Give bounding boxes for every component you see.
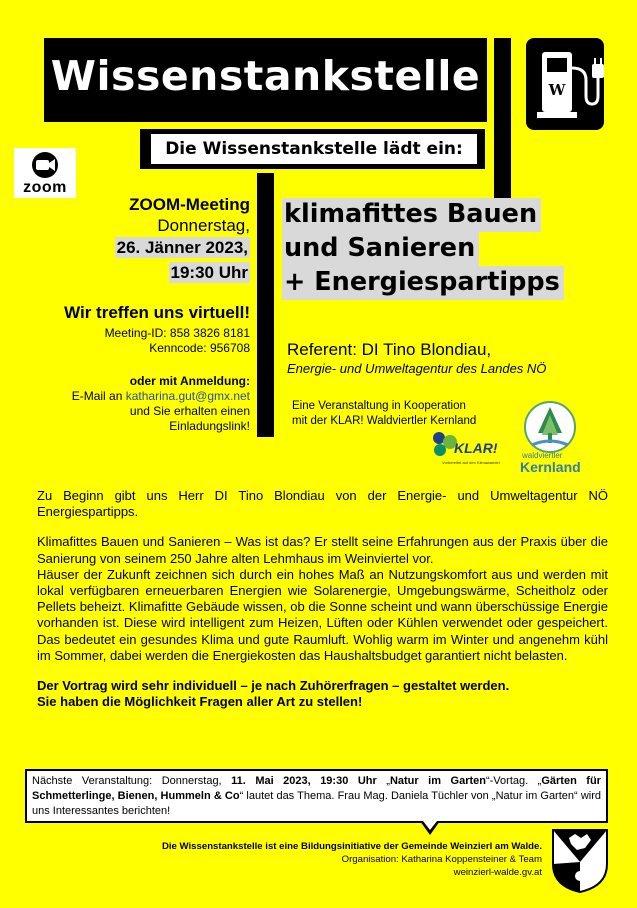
next-rest: “ lautet das Thema. Frau Mag. Daniela Tüchler von „Natur im Garten“ wird uns Interessantes berichten! [32,790,601,817]
registration-title: oder mit Anmeldung: [129,374,250,388]
event-title-line-2: und Sanieren [282,232,479,266]
meeting-info [14,194,250,286]
meeting-passcode: Kenncode: 956708 [149,341,250,355]
fuel-pump-w-icon [526,38,604,130]
title-banner [44,38,487,122]
cooperation-line-1: Eine Veranstaltung in Kooperation [292,400,466,412]
event-title [282,198,612,300]
meeting-date: 26. Jänner 2023, [116,238,248,257]
email-suffix-1: und Sie erhalten einen [129,404,250,418]
zoom-label: zoom [23,179,67,196]
bold-line-1: Der Vortrag wird sehr individuell – je nach Zuhörerfragen – gestaltet werden. [37,678,510,694]
next-topic: Natur im Garten [389,775,486,787]
meeting-id: Meeting-ID: 858 3826 8181 [104,326,250,340]
klar-subtitle: Vorbereitet auf den Klimawandel [442,460,500,465]
kernland-label: Kernland [520,459,581,475]
event-title-line-3: + Energiespartipps [282,266,564,300]
meeting-credentials [14,326,250,356]
footer-line-3[interactable]: weinzierl-walde.gv.at [453,867,542,878]
meeting-day: Donnerstag, [157,216,250,235]
subtitle-banner [140,129,485,169]
speaker-affiliation: Energie- und Umweltagentur des Landes NÖ [287,361,547,376]
zoom-camera-icon [14,148,76,198]
meeting-time: 19:30 Uhr [170,263,248,282]
page-title: Wissenstankstelle [50,52,481,100]
meeting-title: ZOOM-Meeting [129,195,250,214]
kernland-logo [518,399,582,475]
next-prefix: Nächste Veranstaltung: Donnerstag, [32,775,232,787]
vertical-divider-2 [257,173,274,437]
paragraph-3: Häuser der Zukunft zeichnen sich durch ein hohes Maß an Nutzungskomfort aus und werden mit lokal verfügbaren erneuerbaren Energien wie Solarenergie, Umgebungswärme, Scheitholz oder Pellets beheizt. Klimafitte Gebäude wissen, ob die Sonne scheint und wann überschüssige Energie vorhanden ist. Diese wird intelligent zum Heizen, Lüften oder Kühlen verwendet oder gespeichert. Das bedeutet ein gesundes Klima und gute Raumluft. Wohlig warm im Winter und angenehm kühl im Sommer, dabei werden die Energiekosten das Haushaltsbudget garantiert nicht belasten. [37,566,608,663]
body-text [37,488,608,710]
next-date: 11. Mai 2023, 19:30 Uhr [231,775,377,787]
registration-info [14,374,250,434]
callout-pointer [420,821,440,837]
footer-line-2: Organisation: Katharina Koppensteiner & Team [341,854,542,865]
event-title-line-1: klimafittes Bauen [282,198,541,232]
bold-line-2: Sie haben die Möglichkeit Fragen aller Art zu stellen! [37,694,363,710]
cooperation-line-2: mit der KLAR! Waldviertler Kernland [292,415,477,427]
municipal-crest-icon [551,828,609,894]
paragraph-1: Zu Beginn gibt uns Herr DI Tino Blondiau von der Energie- und Umweltagentur NÖ Energiespartipps. [37,488,608,520]
next-title: Gärten für Schmetterlinge, Bienen, Hummeln & Co [32,775,601,802]
paragraph-2: Klimafittes Bauen und Sanieren – Was ist das? Er stellt seine Erfahrungen aus der Praxis über die Sanierung von seinem 250 Jahre alten Lehmhaus im Weinviertel vor. [37,534,608,566]
next-after-topic: “-Vortag. „ [485,775,542,787]
footer [60,840,542,879]
svg-text:W: W [548,81,566,99]
next-event-box [25,769,608,823]
vertical-divider [494,38,511,198]
virtual-headline: Wir treffen uns virtuell! [64,303,250,322]
next-event-text [32,774,601,819]
email-suffix-2: Einladungslink! [169,419,250,433]
email-prefix: E-Mail an [71,389,126,403]
klar-label: KLAR! [454,440,498,456]
kernland-small: waldviertler [522,451,563,460]
next-mid: „ [376,775,390,787]
subtitle: Die Wissenstankstelle lädt ein: [151,134,477,164]
email-link[interactable]: katharina.gut@gmx.net [125,389,250,403]
footer-line-1: Die Wissenstankstelle ist eine Bildungsinitiative der Gemeinde Weinzierl am Walde. [161,841,542,852]
speaker: Referent: DI Tino Blondiau, [287,340,492,359]
cooperation-note [292,399,476,429]
klar-logo [430,430,520,470]
